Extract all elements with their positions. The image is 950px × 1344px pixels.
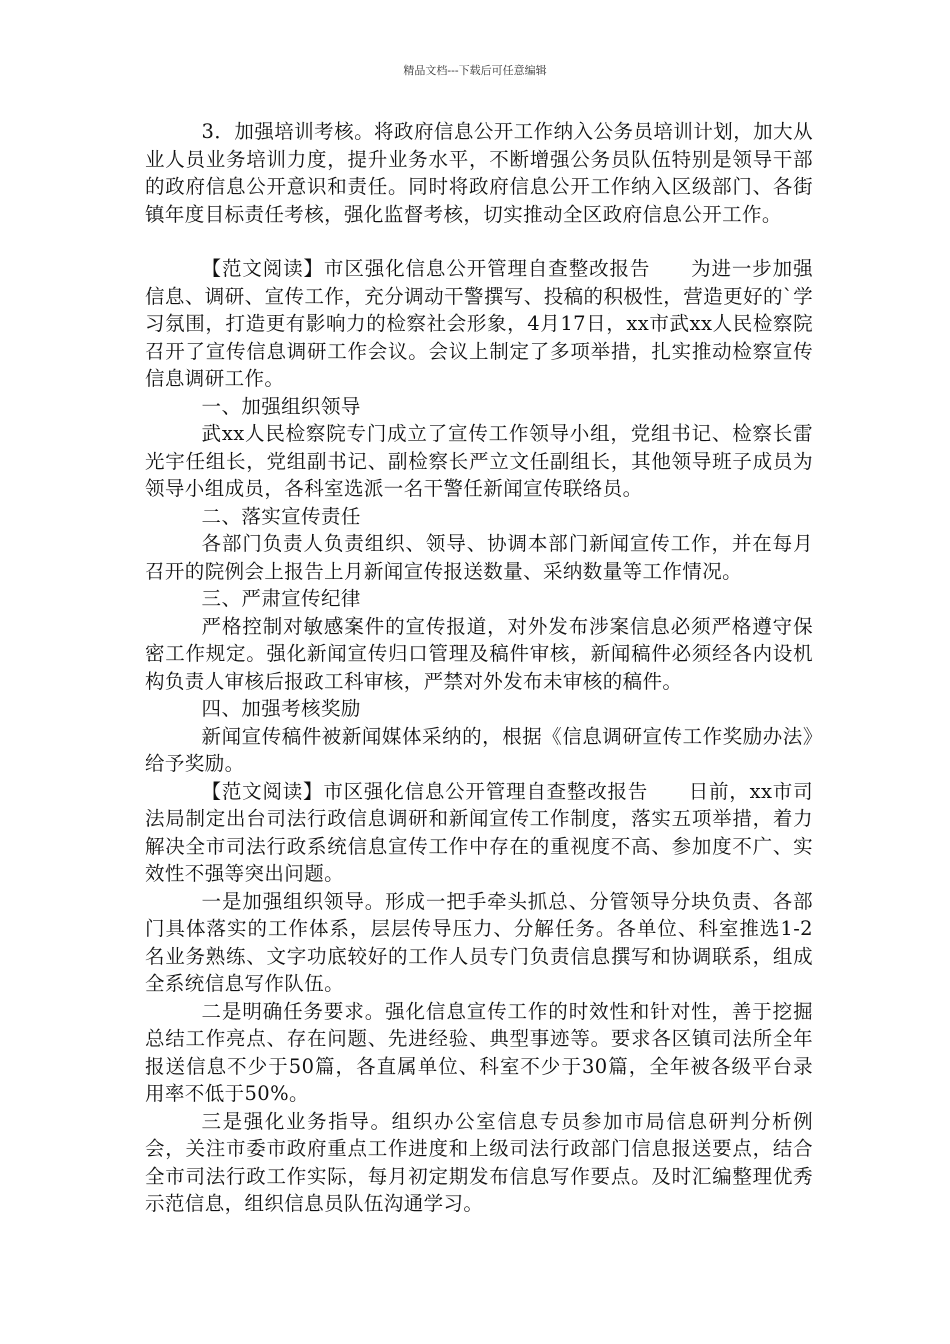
section-heading-1: 一、加强组织领导 (201, 394, 361, 418)
paragraph-discipline: 严格控制对敏感案件的宣传报道，对外发布涉案信息必须严格遵守保密工作规定。强化新闻宣传归口管理及稿件审核，新闻稿件必须经各内设机构负责人审核后报政工科审核，严禁对外发布未审核的稿件。 (145, 614, 813, 693)
paragraph-gap (145, 228, 813, 255)
document-body (145, 118, 813, 1218)
paragraph-responsibility: 各部门负责人负责组织、领导、协调本部门新闻宣传工作，并在每月召开的院例会上报告上月新闻宣传报送数量、采纳数量等工作情况。 (145, 532, 813, 583)
paragraph-measure-2: 二是明确任务要求。强化信息宣传工作的时效性和针对性，善于挖掘总结工作亮点、存在问题、先进经验、典型事迹等。要求各区镇司法所全年报送信息不少于50篇，各直属单位、科室不少于30篇，全年被各级平台录用率不低于50%。 (145, 999, 813, 1105)
page-header: 精品文档---下载后可任意编辑 (403, 64, 547, 77)
paragraph-report-1-intro: 【范文阅读】市区强化信息公开管理自查整改报告 为进一步加强信息、调研、宣传工作，充分调动干警撰写、投稿的积极性，营造更好的`学习氛围，打造更有影响力的检察社会形象，4月17日，xx市武xx人民检察院召开了宣传信息调研工作会议。会议上制定了多项举措，扎实推动检察宣传信息调研工作。 (145, 257, 813, 390)
section-heading-2: 二、落实宣传责任 (201, 504, 361, 528)
paragraph-rewards: 新闻宣传稿件被新闻媒体采纳的，根据《信息调研宣传工作奖励办法》给予奖励。 (145, 724, 813, 775)
paragraph-measure-3: 三是强化业务指导。组织办公室信息专员参加市局信息研判分析例会，关注市委市政府重点工作进度和上级司法行政部门信息报送要点，结合全市司法行政工作实际，每月初定期发布信息写作要点。及时汇编整理优秀示范信息，组织信息员队伍沟通学习。 (145, 1109, 813, 1215)
paragraph-organization: 武xx人民检察院专门成立了宣传工作领导小组，党组书记、检察长雷光宇任组长，党组副书记、副检察长严立文任副组长，其他领导班子成员为领导小组成员，各科室选派一名干警任新闻宣传联络员。 (145, 422, 813, 500)
paragraph-measure-1: 一是加强组织领导。形成一把手牵头抓总、分管领导分块负责、各部门具体落实的工作体系，层层传导压力、分解任务。各单位、科室推选1-2名业务熟练、文字功底较好的工作人员专门负责信息撰写和协调联系，组成全系统信息写作队伍。 (145, 889, 813, 995)
paragraph-training: 3．加强培训考核。将政府信息公开工作纳入公务员培训计划，加大从业人员业务培训力度，提升业务水平，不断增强公务员队伍特别是领导干部的政府信息公开意识和责任。同时将政府信息公开工作纳入区级部门、各街镇年度目标责任考核，强化监督考核，切实推动全区政府信息公开工作。 (145, 120, 813, 226)
paragraph-report-2-intro: 【范文阅读】市区强化信息公开管理自查整改报告 日前，xx市司法局制定出台司法行政信息调研和新闻宣传工作制度，落实五项举措，着力解决全市司法行政系统信息宣传工作中存在的重视度不高、参加度不广、实效性不强等突出问题。 (145, 779, 813, 885)
section-heading-4: 四、加强考核奖励 (201, 697, 361, 720)
section-heading-3: 三、严肃宣传纪律 (201, 587, 361, 610)
